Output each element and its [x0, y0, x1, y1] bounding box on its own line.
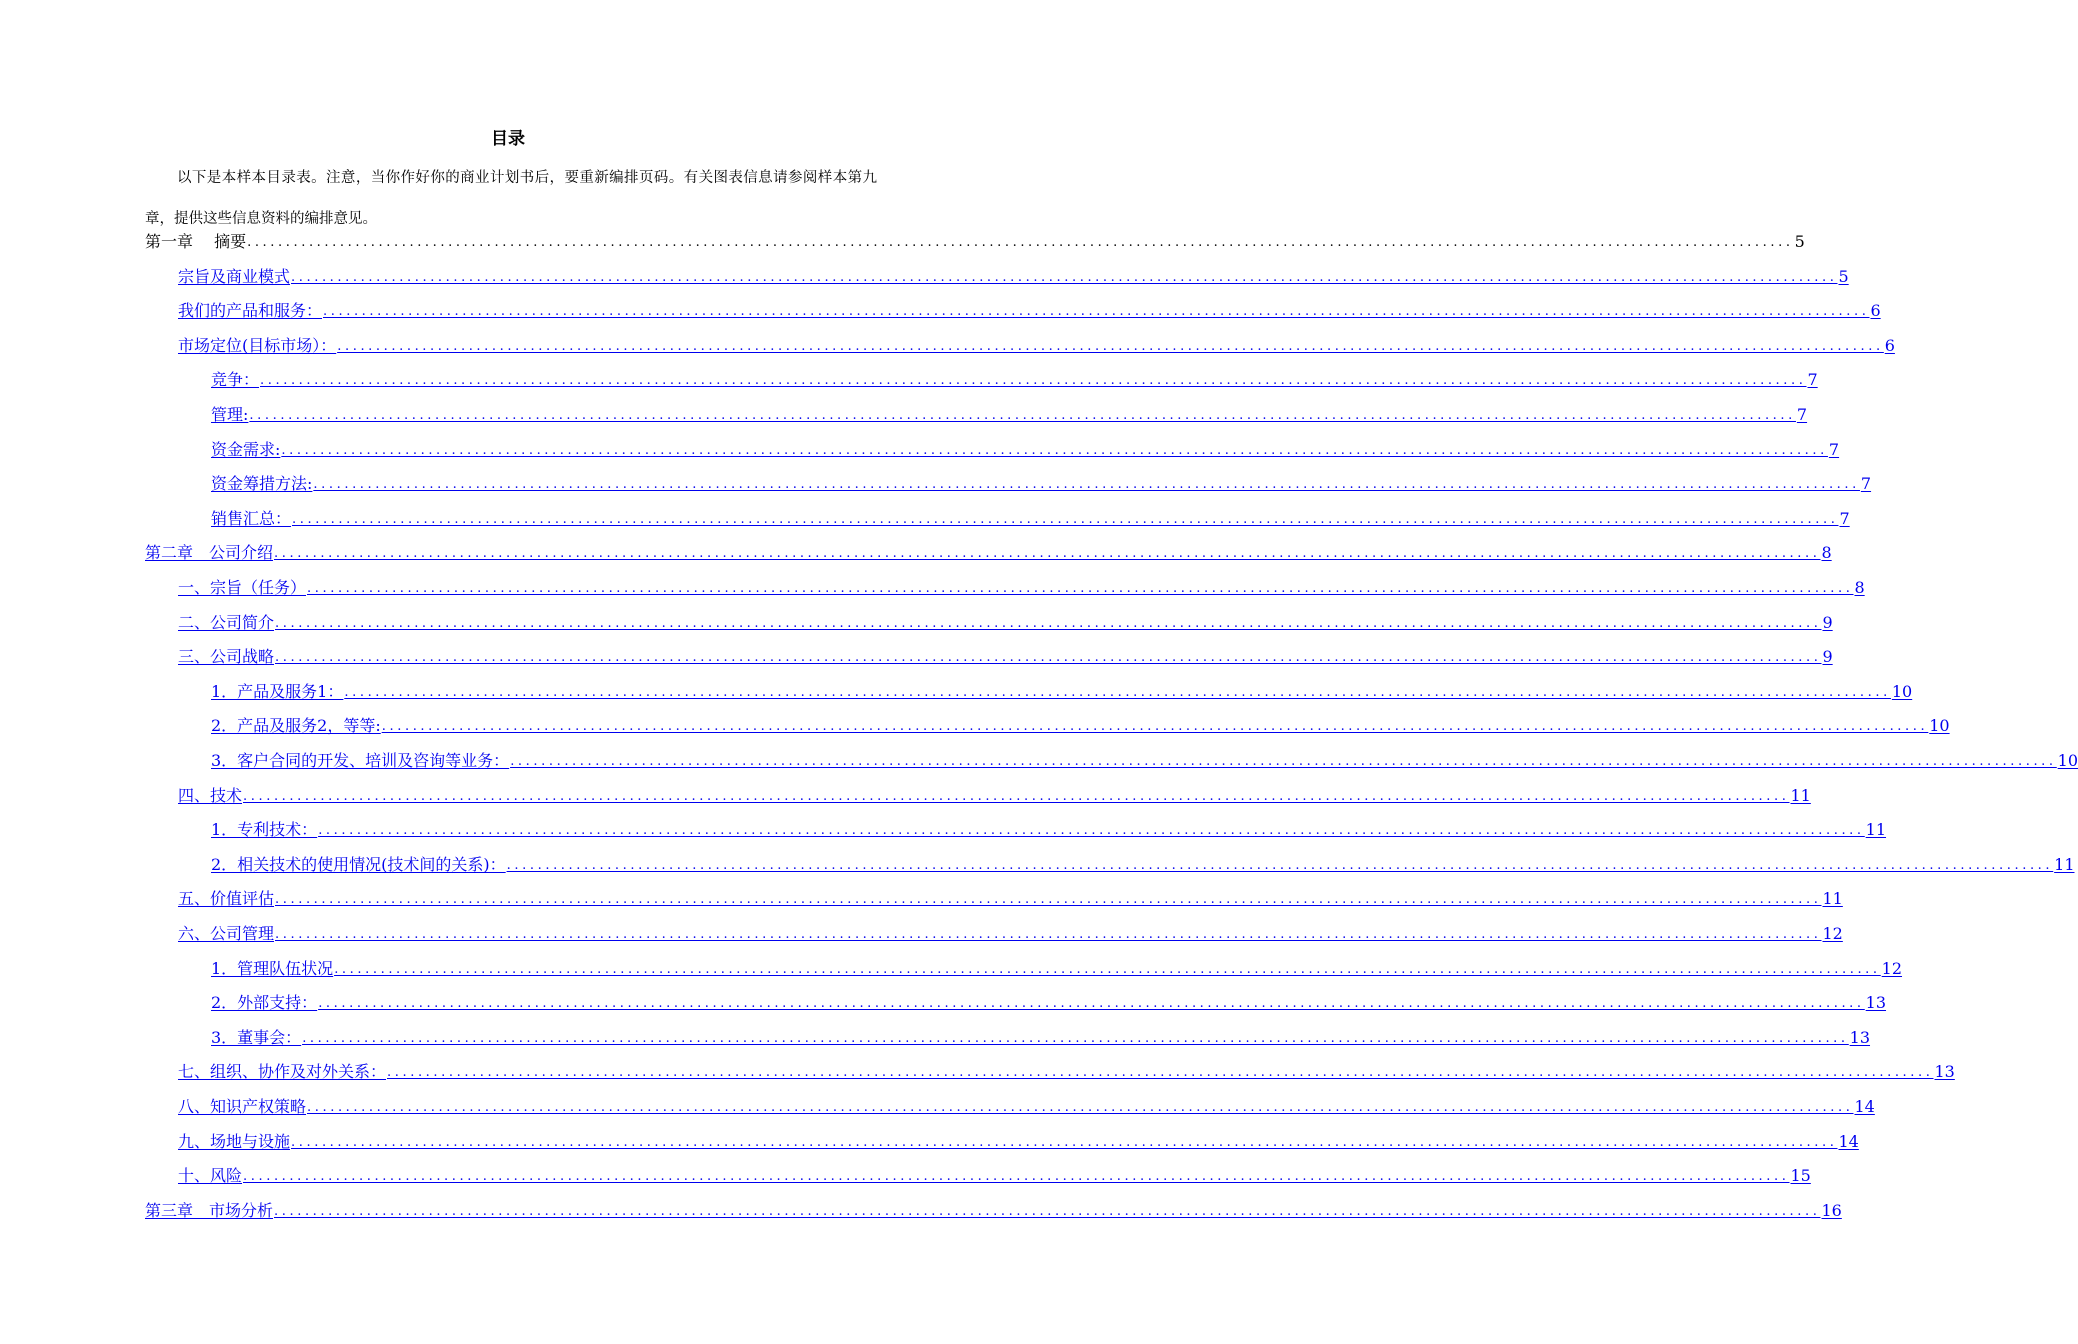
toc-dot-leader: ........................................................................................................................................................................................................ [275, 650, 1822, 665]
toc-dot-leader: ........................................................................................................................................................................................................ [243, 1169, 1790, 1184]
toc-dot-leader: ........................................................................................................................................................................................................ [307, 581, 1854, 596]
toc-dot-leader: ........................................................................................................................................................................................................ [506, 858, 2054, 873]
toc-entry[interactable] [178, 920, 1843, 944]
toc-entry[interactable] [211, 1024, 1871, 1048]
toc-entry[interactable] [178, 297, 1881, 321]
toc-page-number: 14 [1854, 1097, 1875, 1116]
toc-page-number: 7 [1796, 405, 1808, 424]
toc-entry-label: 3．客户合同的开发、培训及咨询等业务： [211, 751, 510, 770]
toc-entry-label: 销售汇总： [211, 509, 292, 528]
toc-dot-leader: ........................................................................................................................................................................................................ [381, 719, 1929, 734]
toc-page-number: 11 [1790, 786, 1811, 805]
toc-dot-leader: ........................................................................................................................................................................................................ [387, 1065, 1934, 1080]
intro-paragraph: 以下是本样本目录表。注意，当你作好你的商业计划书后，要重新编排页码。有关图表信息请参阅样本第九章，提供这些信息资料的编排意见。 [145, 170, 877, 227]
toc-page-number: 13 [1865, 993, 1887, 1012]
toc-entry[interactable] [211, 678, 1913, 702]
toc-entry[interactable] [178, 332, 1895, 356]
toc-dot-leader: ........................................................................................................................................................................................................ [247, 235, 1794, 250]
toc-entry-label: 宗旨及商业模式 [178, 267, 291, 286]
toc-entry[interactable] [211, 470, 1872, 494]
toc-entry[interactable] [211, 955, 1903, 979]
toc-entry-label: 二、公司简介 [178, 613, 275, 632]
toc-entry-label: 3．董事会： [211, 1028, 302, 1047]
toc-dot-leader: ........................................................................................................................................................................................................ [249, 408, 1796, 423]
toc-dot-leader: ........................................................................................................................................................................................................ [291, 270, 1838, 285]
toc-page-number: 12 [1822, 924, 1843, 943]
toc-page-number: 7 [1828, 440, 1840, 459]
toc-entry-label: 七、组织、协作及对外关系： [178, 1062, 387, 1081]
toc-dot-leader: ........................................................................................................................................................................................................ [510, 754, 2057, 769]
toc-entry[interactable] [211, 401, 1808, 425]
toc-entry[interactable] [211, 436, 1840, 460]
toc-page-number: 11 [1865, 820, 1887, 839]
toc-page-number: 15 [1790, 1166, 1811, 1185]
toc-entry-label: 第三章 市场分析 [145, 1201, 274, 1220]
toc-entry-label: 一、宗旨（任务） [178, 578, 307, 597]
toc-page-number: 9 [1822, 647, 1833, 666]
toc-title [0, 124, 1020, 149]
toc-entry-label: 2．外部支持： [211, 993, 318, 1012]
toc-page-number: 8 [1854, 578, 1865, 597]
toc-entry[interactable] [178, 1128, 1859, 1152]
toc-dot-leader: ........................................................................................................................................................................................................ [318, 996, 1865, 1011]
toc-entry[interactable] [145, 539, 1832, 563]
toc-entry[interactable] [178, 1058, 1955, 1082]
toc-dot-leader: ........................................................................................................................................................................................................ [274, 1204, 1821, 1219]
toc-dot-leader: ........................................................................................................................................................................................................ [260, 373, 1807, 388]
toc-page-number: 14 [1838, 1132, 1859, 1151]
toc-page-number: 7 [1860, 474, 1872, 493]
toc-entry-label: 十、风险 [178, 1166, 243, 1185]
toc-page-number: 13 [1934, 1062, 1955, 1081]
toc-entry-label: 市场定位(目标市场）： [178, 336, 337, 355]
toc-dot-leader: ........................................................................................................................................................................................................ [274, 546, 1821, 561]
toc-entry[interactable] [211, 747, 2078, 771]
toc-entry-label: 五、价值评估 [178, 889, 275, 908]
toc-entry[interactable] [178, 609, 1833, 633]
toc-page-number: 8 [1821, 543, 1832, 562]
toc-page-number: 7 [1807, 370, 1818, 389]
toc-dot-leader: ........................................................................................................................................................................................................ [307, 1100, 1854, 1115]
toc-entry[interactable] [211, 851, 2075, 875]
toc-entry[interactable] [211, 505, 1850, 529]
toc-entry-label: 六、公司管理 [178, 924, 275, 943]
toc-dot-leader: ........................................................................................................................................................................................................ [334, 962, 1881, 977]
toc-dot-leader: ........................................................................................................................................................................................................ [344, 685, 1891, 700]
toc-page-number: 5 [1794, 232, 1805, 251]
toc-page-number: 10 [2057, 751, 2078, 770]
toc-dot-leader: ........................................................................................................................................................................................................ [292, 512, 1839, 527]
toc-entry-label: 1．专利技术： [211, 820, 318, 839]
toc-page-number: 10 [1891, 682, 1913, 701]
toc-entry-label: 2．产品及服务2，等等: [211, 716, 381, 735]
toc-entry-label: 九、场地与设施 [178, 1132, 291, 1151]
toc-entry[interactable] [211, 712, 1950, 736]
toc-page-number: 5 [1838, 267, 1849, 286]
toc-entry[interactable] [178, 1162, 1811, 1186]
toc-entry[interactable] [211, 989, 1887, 1013]
toc-entry-label: 第二章 公司介绍 [145, 543, 274, 562]
toc-entry[interactable] [178, 643, 1833, 667]
toc-entry-label: 竞争： [211, 370, 260, 389]
toc-title-text: 目录 [491, 129, 525, 149]
toc-dot-leader: ........................................................................................................................................................................................................ [302, 1031, 1849, 1046]
toc-page-number: 6 [1884, 336, 1895, 355]
toc-dot-leader: ........................................................................................................................................................................................................ [281, 443, 1828, 458]
toc-entry[interactable] [178, 574, 1865, 598]
toc-entry[interactable] [211, 816, 1887, 840]
toc-dot-leader: ........................................................................................................................................................................................................ [313, 477, 1860, 492]
toc-dot-leader: ........................................................................................................................................................................................................ [275, 927, 1822, 942]
toc-page-number: 11 [1822, 889, 1843, 908]
toc-entry[interactable] [145, 1197, 1842, 1221]
toc-dot-leader: ........................................................................................................................................................................................................ [291, 1135, 1838, 1150]
toc-entry-label: 1．管理队伍状况 [211, 959, 334, 978]
toc-entry[interactable] [178, 885, 1843, 909]
toc-entry[interactable] [211, 366, 1818, 390]
toc-page-number: 10 [1929, 716, 1950, 735]
toc-entry [145, 228, 1805, 252]
toc-page-number: 7 [1839, 509, 1850, 528]
toc-page-number: 9 [1822, 613, 1833, 632]
toc-page-number: 13 [1849, 1028, 1871, 1047]
toc-page-number: 12 [1881, 959, 1903, 978]
toc-entry[interactable] [178, 782, 1811, 806]
toc-dot-leader: ........................................................................................................................................................................................................ [323, 304, 1870, 319]
toc-entry-label: 资金筹措方法: [211, 474, 313, 493]
toc-entry-label: 1．产品及服务1： [211, 682, 344, 701]
toc-entry-label: 第一章 摘要 [145, 232, 247, 251]
toc-dot-leader: ........................................................................................................................................................................................................ [337, 339, 1884, 354]
toc-entry-label: 八、知识产权策略 [178, 1097, 307, 1116]
toc-entry-label: 三、公司战略 [178, 647, 275, 666]
toc-entry-label: 2．相关技术的使用情况(技术间的关系)： [211, 855, 506, 874]
toc-dot-leader: ........................................................................................................................................................................................................ [243, 789, 1790, 804]
toc-page-number: 16 [1821, 1201, 1842, 1220]
toc-entry[interactable] [178, 1093, 1875, 1117]
toc-entry[interactable] [178, 263, 1849, 287]
toc-dot-leader: ........................................................................................................................................................................................................ [275, 616, 1822, 631]
toc-entry-label: 管理: [211, 405, 249, 424]
toc-entry-label: 四、技术 [178, 786, 243, 805]
toc-dot-leader: ........................................................................................................................................................................................................ [275, 892, 1822, 907]
toc-page-number: 11 [2054, 855, 2075, 874]
toc-entry-label: 资金需求: [211, 440, 281, 459]
toc-dot-leader: ........................................................................................................................................................................................................ [318, 823, 1865, 838]
toc-page-number: 6 [1870, 301, 1881, 320]
toc-entry-label: 我们的产品和服务： [178, 301, 323, 320]
